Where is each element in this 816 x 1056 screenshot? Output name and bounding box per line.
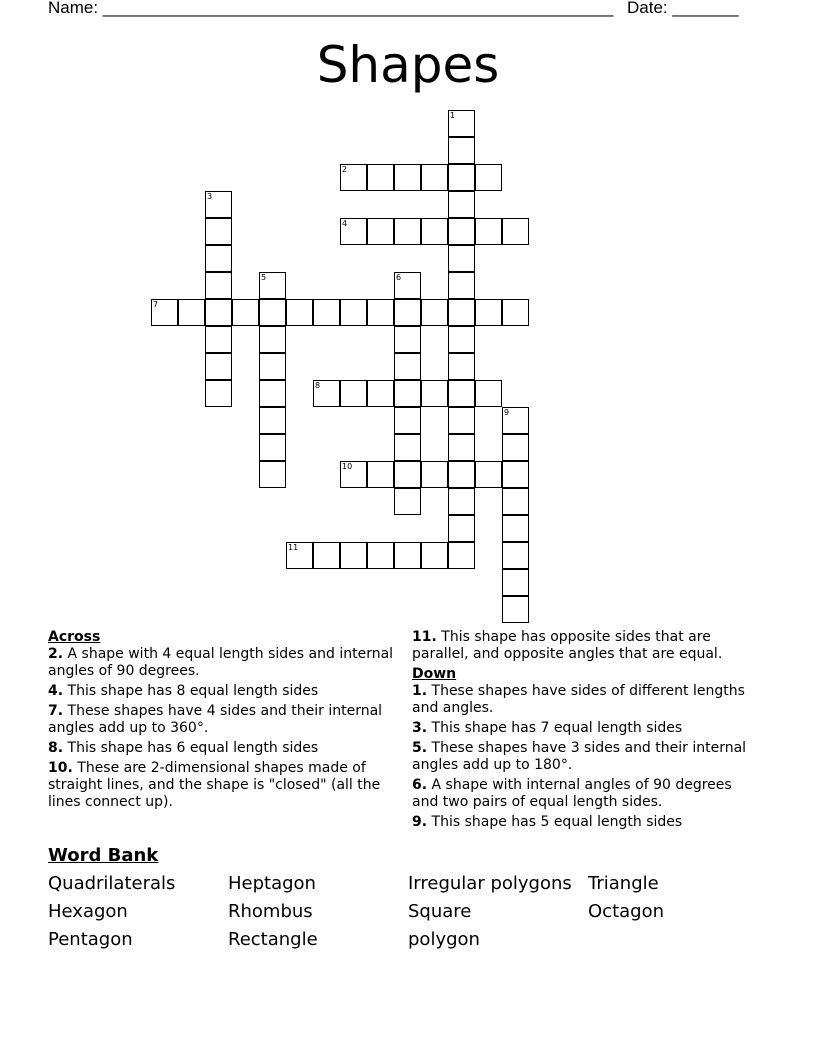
crossword-cell[interactable] <box>448 299 475 326</box>
clue-text: This shape has 6 equal length sides <box>63 740 319 756</box>
crossword-cell[interactable] <box>502 407 529 434</box>
crossword-cell[interactable] <box>394 407 421 434</box>
clue-number: 10 <box>342 462 353 471</box>
word-bank-item: polygon <box>408 929 480 950</box>
clue-number: 11 <box>288 543 299 552</box>
clue-text: This shape has 7 equal length sides <box>427 720 683 736</box>
clue-number: 9 <box>504 408 510 417</box>
word-bank-title: Word Bank <box>48 845 159 866</box>
crossword-cell[interactable] <box>394 542 421 569</box>
crossword-cell[interactable] <box>502 569 529 596</box>
crossword-cell[interactable] <box>421 542 448 569</box>
clue-number: 2 <box>342 165 348 174</box>
crossword-cell[interactable] <box>448 137 475 164</box>
clues-right-column <box>412 629 762 834</box>
crossword-cell[interactable] <box>475 380 502 407</box>
word-bank-item: Irregular polygons <box>408 873 572 894</box>
crossword-cell[interactable] <box>205 326 232 353</box>
crossword-cell[interactable] <box>421 299 448 326</box>
crossword-cell[interactable] <box>205 353 232 380</box>
word-bank-item: Rectangle <box>228 929 318 950</box>
crossword-cell[interactable] <box>259 326 286 353</box>
crossword-cell[interactable] <box>421 218 448 245</box>
clue-text: This shape has opposite sides that are parallel, and opposite angles that are equal. <box>412 629 723 662</box>
crossword-cell[interactable] <box>259 299 286 326</box>
clue-text: These shapes have sides of different lengths and angles. <box>412 683 745 716</box>
crossword-cell[interactable] <box>259 434 286 461</box>
clue-text: A shape with internal angles of 90 degrees and two pairs of equal length sides. <box>412 777 732 810</box>
crossword-cell[interactable] <box>259 407 286 434</box>
name-line[interactable]: Name: ______________________________________________________ <box>48 0 614 17</box>
clue-number-label: 5. <box>412 740 428 756</box>
crossword-cell[interactable] <box>151 299 178 326</box>
crossword-cell[interactable] <box>448 353 475 380</box>
down-clue <box>412 740 762 774</box>
crossword-cell[interactable] <box>394 380 421 407</box>
down-clue <box>412 683 762 717</box>
crossword-cell[interactable] <box>205 380 232 407</box>
crossword-cell[interactable] <box>394 272 421 299</box>
crossword-cell[interactable] <box>367 542 394 569</box>
crossword-cell[interactable] <box>340 218 367 245</box>
clue-number-label: 1. <box>412 683 428 699</box>
crossword-cell[interactable] <box>205 191 232 218</box>
crossword-cell[interactable] <box>448 380 475 407</box>
clue-text: This shape has 5 equal length sides <box>427 814 683 830</box>
crossword-cell[interactable] <box>475 218 502 245</box>
word-bank-item: Heptagon <box>228 873 316 894</box>
crossword-cell[interactable] <box>421 461 448 488</box>
crossword-cell[interactable] <box>394 488 421 515</box>
clue-text: This shape has 8 equal length sides <box>63 683 319 699</box>
crossword-cell[interactable] <box>394 299 421 326</box>
crossword-cell[interactable] <box>448 326 475 353</box>
clue-text: These shapes have 4 sides and their internal angles add up to 360°. <box>48 703 383 736</box>
crossword-cell[interactable] <box>340 299 367 326</box>
crossword-cell[interactable] <box>259 353 286 380</box>
crossword-cell[interactable] <box>502 218 529 245</box>
crossword-cell[interactable] <box>340 164 367 191</box>
clue-number: 8 <box>315 381 321 390</box>
crossword-cell[interactable] <box>286 299 313 326</box>
crossword-cell[interactable] <box>259 272 286 299</box>
crossword-cell[interactable] <box>502 488 529 515</box>
word-bank-item: Quadrilaterals <box>48 873 176 894</box>
crossword-cell[interactable] <box>205 272 232 299</box>
crossword-cell[interactable] <box>340 461 367 488</box>
across-heading: Across <box>48 629 101 645</box>
crossword-cell[interactable] <box>394 164 421 191</box>
clue-text: These are 2-dimensional shapes made of straight lines, and the shape is "closed" (all the lines connect up). <box>48 760 381 810</box>
crossword-cell[interactable] <box>394 326 421 353</box>
clue-number: 3 <box>207 192 213 201</box>
crossword-cell[interactable] <box>475 299 502 326</box>
crossword-cell[interactable] <box>448 164 475 191</box>
clue-number-label: 11. <box>412 629 437 645</box>
word-bank-item: Octagon <box>588 901 664 922</box>
crossword-cell[interactable] <box>502 299 529 326</box>
crossword-cell[interactable] <box>448 434 475 461</box>
crossword-cell[interactable] <box>367 164 394 191</box>
clue-number: 7 <box>153 300 159 309</box>
crossword-cell[interactable] <box>340 380 367 407</box>
crossword-cell[interactable] <box>313 542 340 569</box>
crossword-cell[interactable] <box>205 299 232 326</box>
word-bank-item: Hexagon <box>48 901 128 922</box>
across-clue <box>48 760 408 811</box>
crossword-cell[interactable] <box>502 542 529 569</box>
across-clue <box>48 646 408 680</box>
across-clue <box>48 703 408 737</box>
crossword-cell[interactable] <box>502 461 529 488</box>
crossword-cell[interactable] <box>394 461 421 488</box>
clue-number: 5 <box>261 273 267 282</box>
crossword-cell[interactable] <box>448 110 475 137</box>
clue-text: A shape with 4 equal length sides and internal angles of 90 degrees. <box>48 646 394 679</box>
crossword-cell[interactable] <box>313 299 340 326</box>
crossword-cell[interactable] <box>448 461 475 488</box>
across-clue-list <box>48 646 408 811</box>
clue-number-label: 7. <box>48 703 64 719</box>
crossword-cell[interactable] <box>394 353 421 380</box>
crossword-cell[interactable] <box>286 542 313 569</box>
clue-number-label: 4. <box>48 683 64 699</box>
across-clue <box>48 740 408 757</box>
across-clue-list-continued <box>412 629 762 663</box>
clue-number: 1 <box>450 111 456 120</box>
clue-text: These shapes have 3 sides and their internal angles add up to 180°. <box>412 740 747 773</box>
crossword-cell[interactable] <box>367 218 394 245</box>
clue-number-label: 3. <box>412 720 428 736</box>
crossword-cell[interactable] <box>448 407 475 434</box>
crossword-cell[interactable] <box>394 218 421 245</box>
word-bank-item: Pentagon <box>48 929 133 950</box>
down-clue <box>412 814 762 831</box>
clue-number-label: 6. <box>412 777 428 793</box>
crossword-cell[interactable] <box>367 461 394 488</box>
clue-number-label: 9. <box>412 814 428 830</box>
crossword-cell[interactable] <box>448 272 475 299</box>
across-clue <box>48 683 408 700</box>
down-clue <box>412 777 762 811</box>
crossword-cell[interactable] <box>421 380 448 407</box>
crossword-cell[interactable] <box>475 164 502 191</box>
clue-number-label: 2. <box>48 646 64 662</box>
down-clue-list <box>412 683 762 831</box>
clue-number-label: 10. <box>48 760 73 776</box>
crossword-cell[interactable] <box>205 245 232 272</box>
crossword-cell[interactable] <box>367 380 394 407</box>
word-bank-item: Triangle <box>588 873 659 894</box>
crossword-cell[interactable] <box>313 380 340 407</box>
crossword-cell[interactable] <box>394 434 421 461</box>
down-heading: Down <box>412 666 457 682</box>
clue-number: 6 <box>396 273 402 282</box>
crossword-cell[interactable] <box>448 515 475 542</box>
crossword-cell[interactable] <box>448 488 475 515</box>
crossword-cell[interactable] <box>448 542 475 569</box>
crossword-cell[interactable] <box>178 299 205 326</box>
clue-number: 4 <box>342 219 348 228</box>
across-clue <box>412 629 762 663</box>
page-title: Shapes <box>316 36 500 94</box>
crossword-cell[interactable] <box>502 434 529 461</box>
word-bank-item: Square <box>408 901 472 922</box>
crossword-cell[interactable] <box>232 299 259 326</box>
crossword-cell[interactable] <box>475 461 502 488</box>
crossword-cell[interactable] <box>367 299 394 326</box>
crossword-cell[interactable] <box>502 596 529 623</box>
crossword-cell[interactable] <box>502 515 529 542</box>
date-line[interactable]: Date: _______ <box>627 0 739 17</box>
crossword-cell[interactable] <box>448 191 475 218</box>
word-bank-item: Rhombus <box>228 901 313 922</box>
crossword-cell[interactable] <box>259 461 286 488</box>
crossword-cell[interactable] <box>448 218 475 245</box>
down-clue <box>412 720 762 737</box>
clue-number-label: 8. <box>48 740 64 756</box>
crossword-cell[interactable] <box>421 164 448 191</box>
crossword-cell[interactable] <box>259 380 286 407</box>
crossword-cell[interactable] <box>448 245 475 272</box>
crossword-cell[interactable] <box>340 542 367 569</box>
clues-left-column <box>48 629 408 814</box>
crossword-cell[interactable] <box>205 218 232 245</box>
